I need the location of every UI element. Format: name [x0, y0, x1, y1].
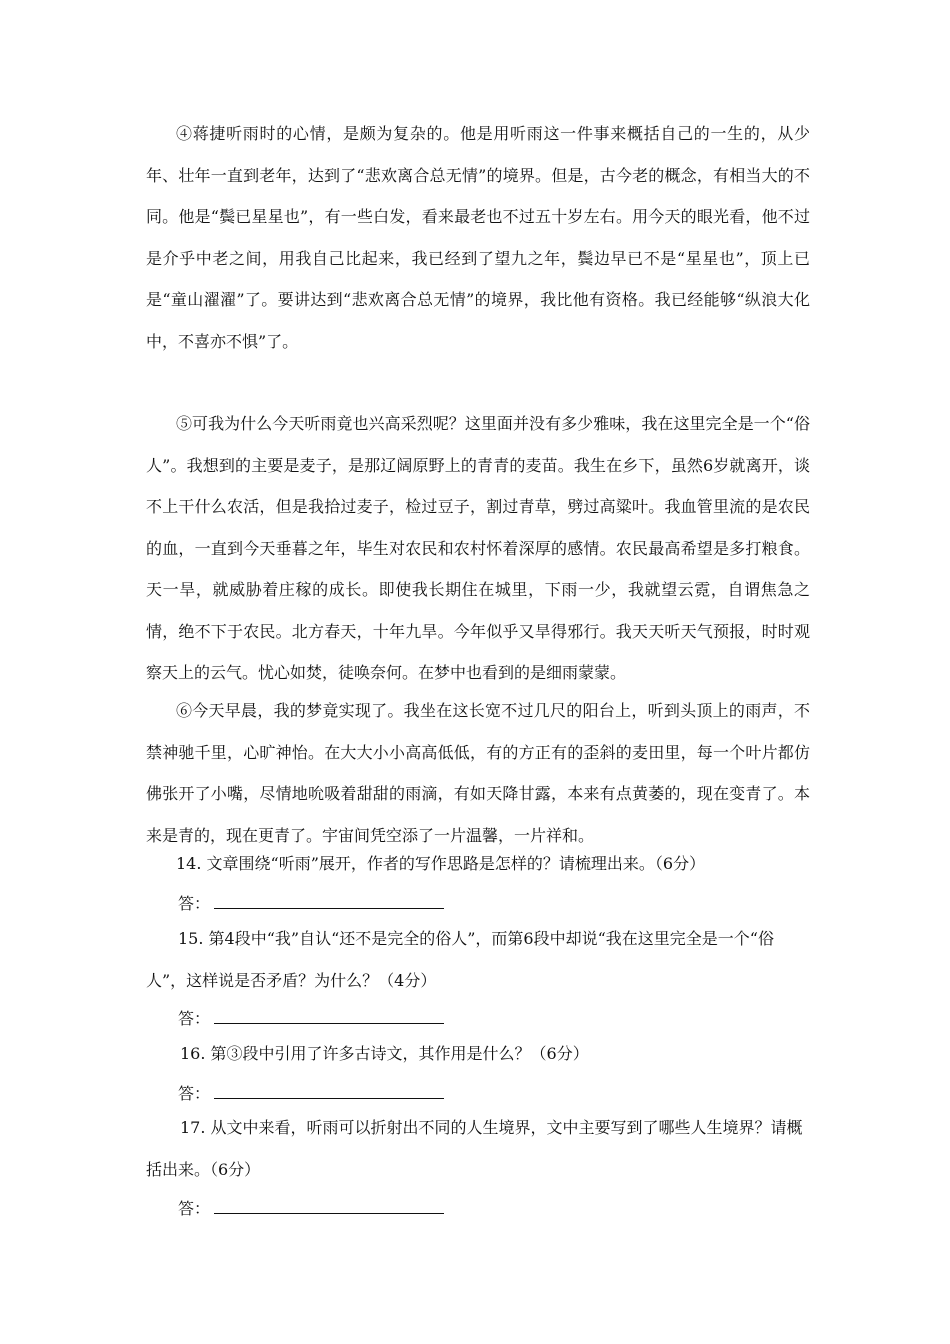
- paragraph-4: ④蒋捷听雨时的心情，是颇为复杂的。他是用听雨这一件事来概括自己的一生的，从少年、壮年一直到老年，达到了“悲欢离合总无情”的境界。但是，古今老的概念，有相当大的不同。他是“鬓已星星也”，有一些白发，看来最老也不过五十岁左右。用今天的眼光看，他不过是介乎中老之间，用我自己比起来，我已经到了望九之年，鬓边早已不是“星星也”，顶上已是“童山濯濯”了。要讲达到“悲欢离合总无情”的境界，我比他有资格。我已经能够“纵浪大化中，不喜亦不惧”了。: [146, 124, 810, 351]
- answer-line-16: [178, 1080, 444, 1104]
- answer-blank[interactable]: [214, 890, 444, 909]
- answer-line-14: [178, 890, 444, 914]
- answer-label: 答：: [178, 1084, 211, 1103]
- answer-line-17: [178, 1195, 444, 1219]
- question-14: 14. 文章围绕“听雨”展开，作者的写作思路是怎样的？请梳理出来。（6分）: [176, 854, 706, 873]
- paragraph-5: ⑤可我为什么今天听雨竟也兴高采烈呢？这里面并没有多少雅味，我在这里完全是一个“俗人”。我想到的主要是麦子，是那辽阔原野上的青青的麦苗。我生在乡下，虽然6岁就离开，谈不上干什么农活，但是我拾过麦子，检过豆子，割过青草，劈过高粱叶。我血管里流的是农民的血，一直到今天垂暮之年，毕生对农民和农村怀着深厚的感情。农民最高希望是多打粮食。天一旱，就威胁着庄稼的成长。即使我长期住在城里，下雨一少，我就望云霓，自谓焦急之情，绝不下于农民。北方春天，十年九旱。今年似乎又旱得邪行。我天天听天气预报，时时观察天上的云气。忧心如焚，徒唤奈何。在梦中也看到的是细雨蒙蒙。: [146, 414, 810, 682]
- answer-blank[interactable]: [214, 1080, 444, 1099]
- answer-line-15: [178, 1005, 444, 1029]
- question-15: 15. 第4段中“我”自认“还不是完全的俗人”，而第6段中却说“我在这里完全是一个“俗人”，这样说是否矛盾？为什么？（4分）: [146, 929, 774, 990]
- question-17: 17. 从文中来看，听雨可以折射出不同的人生境界，文中主要写到了哪些人生境界？请概括出来。（6分）: [146, 1118, 803, 1179]
- answer-label: 答：: [178, 1199, 211, 1218]
- answer-label: 答：: [178, 1009, 211, 1028]
- answer-blank[interactable]: [214, 1195, 444, 1214]
- question-16: 16. 第③段中引用了许多古诗文，其作用是什么？（6分）: [180, 1044, 589, 1063]
- paragraph-6: ⑥今天早晨，我的梦竟实现了。我坐在这长宽不过几尺的阳台上，听到头顶上的雨声，不禁神驰千里，心旷神怡。在大大小小高高低低，有的方正有的歪斜的麦田里，每一个叶片都仿佛张开了小嘴，尽情地吮吸着甜甜的雨滴，有如天降甘露，本来有点黄萎的，现在变青了。本来是青的，现在更青了。宇宙间凭空添了一片温馨，一片祥和。: [146, 701, 810, 845]
- answer-label: 答：: [178, 894, 211, 913]
- answer-blank[interactable]: [214, 1005, 444, 1024]
